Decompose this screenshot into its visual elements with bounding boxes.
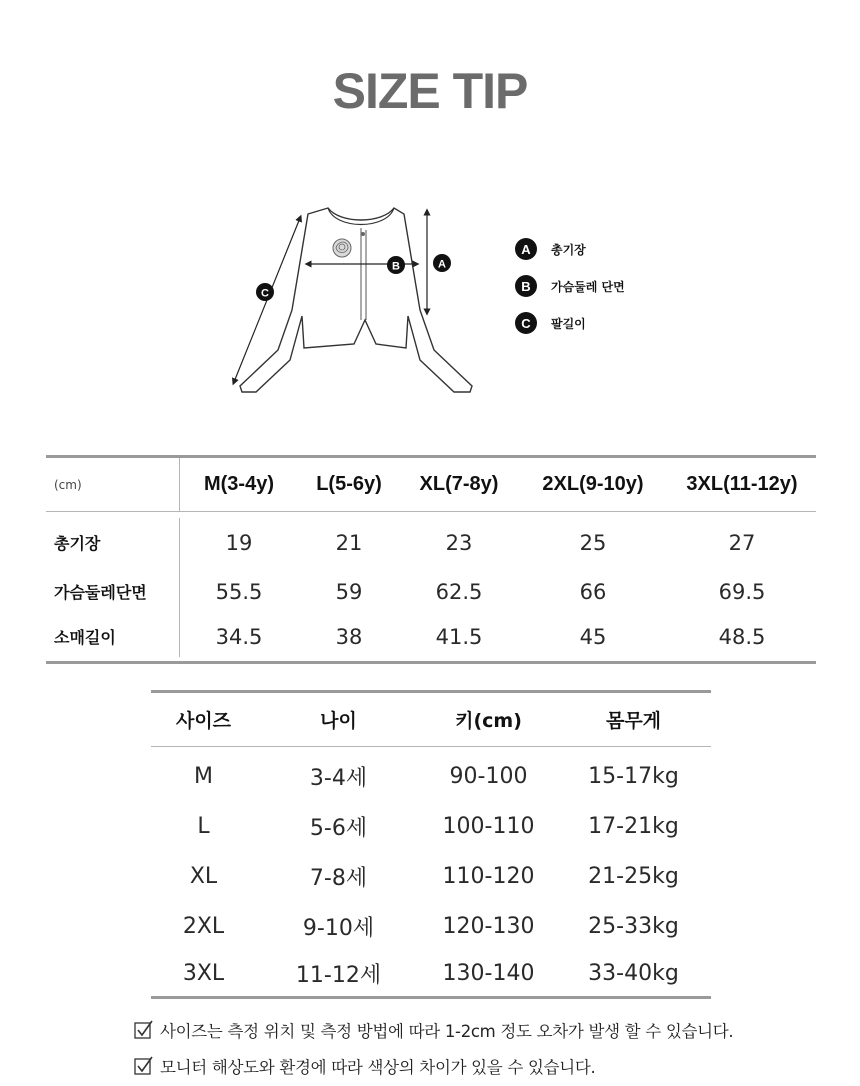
table-cell: 27 [728, 530, 756, 555]
table-cell: 3XL [182, 961, 225, 986]
legend-badge-b: B [515, 275, 537, 297]
size-column-header: M(3-4y) [203, 473, 274, 495]
row-label: 소매길이 [46, 616, 180, 657]
row-label: 총기장 [46, 518, 180, 567]
table-cell: 45 [579, 624, 607, 649]
measurement-table-header [46, 458, 816, 512]
button [361, 232, 365, 236]
measurement-legend [515, 238, 625, 349]
table-cell: 38 [335, 624, 363, 649]
table-cell: 59 [335, 579, 363, 604]
badge-a [433, 254, 451, 272]
checkbox-checked-icon [134, 1056, 154, 1076]
table-cell: 2XL [182, 913, 225, 939]
size-table [151, 690, 711, 999]
checkbox-checked-icon [134, 1020, 154, 1040]
size-column-header: L(5-6y) [316, 473, 382, 495]
table-cell: 11-12세 [295, 963, 382, 988]
table-row [151, 951, 711, 996]
table-cell: 23 [445, 530, 473, 555]
note-text: 모니터 해상도와 환경에 따라 색상의 차이가 있을 수 있습니다. [160, 1058, 596, 1077]
table-cell: 21 [335, 530, 363, 555]
size-column-header: 2XL(9-10y) [542, 473, 644, 495]
table-row [151, 751, 711, 801]
cardigan-illustration [220, 200, 480, 400]
legend-item-b [515, 275, 625, 297]
table-cell: 15-17kg [588, 763, 679, 789]
table-row [46, 616, 816, 661]
table-row [151, 851, 711, 901]
table-cell: 25-33kg [588, 913, 679, 939]
table-cell: 120-130 [442, 913, 535, 939]
legend-item-a [515, 238, 625, 260]
table-cell: 19 [225, 530, 253, 555]
table-cell: 9-10세 [302, 915, 375, 941]
table-row [46, 512, 816, 567]
table-cell: L [197, 813, 210, 839]
table-cell: 110-120 [442, 863, 535, 889]
column-header: 사이즈 [175, 710, 232, 732]
table-cell: 41.5 [435, 624, 483, 649]
column-header: 몸무게 [605, 710, 662, 732]
table-cell: 7-8세 [309, 865, 368, 891]
badge-a-label: A [438, 258, 446, 271]
table-cell: 5-6세 [309, 815, 368, 841]
note-item [134, 1054, 733, 1078]
table-row [46, 567, 816, 616]
table-cell: M [194, 763, 213, 789]
note-text: 사이즈는 측정 위치 및 측정 방법에 따라 1-2cm 정도 오차가 발생 할 수 있습니다. [160, 1022, 734, 1041]
notes [134, 1018, 733, 1086]
badge-c-label: C [261, 287, 269, 300]
table-cell: 34.5 [215, 624, 263, 649]
table-cell: 62.5 [435, 579, 483, 604]
table-cell: 66 [579, 579, 607, 604]
unit-label: (cm) [46, 458, 180, 511]
legend-label-a: 총기장 [551, 242, 586, 257]
badge-b [387, 256, 405, 274]
table-cell: 130-140 [442, 961, 535, 986]
column-header: 나이 [320, 710, 357, 732]
rose-brooch-icon [333, 239, 351, 257]
table-cell: 90-100 [449, 763, 528, 789]
legend-badge-c: C [515, 312, 537, 334]
size-table-header [151, 693, 711, 747]
cardigan-body-outline [240, 208, 472, 392]
legend-item-c [515, 312, 625, 334]
legend-badge-a: A [515, 238, 537, 260]
badge-b-label: B [392, 260, 400, 273]
note-item [134, 1018, 733, 1042]
table-row [151, 901, 711, 951]
table-cell: 17-21kg [588, 813, 679, 839]
measurement-table [46, 455, 816, 664]
table-cell: 55.5 [215, 579, 263, 604]
size-column-header: XL(7-8y) [419, 473, 499, 495]
table-cell: 69.5 [718, 579, 766, 604]
table-cell: 3-4세 [309, 765, 368, 791]
table-cell: 33-40kg [588, 961, 679, 986]
table-cell: 100-110 [442, 813, 535, 839]
legend-label-c: 팔길이 [551, 316, 586, 331]
table-row [151, 801, 711, 851]
table-cell: 21-25kg [588, 863, 679, 889]
measurement-table-body [46, 512, 816, 661]
table-cell: XL [189, 863, 218, 889]
row-label: 가슴둘레단면 [46, 567, 180, 616]
column-header: 키(cm) [455, 710, 522, 732]
page-title: SIZE TIP [332, 63, 528, 119]
legend-label-b: 가슴둘레 단면 [551, 279, 625, 294]
table-cell: 48.5 [718, 624, 766, 649]
badge-c [256, 283, 274, 301]
table-cell: 25 [579, 530, 607, 555]
size-column-header: 3XL(11-12y) [686, 473, 798, 495]
